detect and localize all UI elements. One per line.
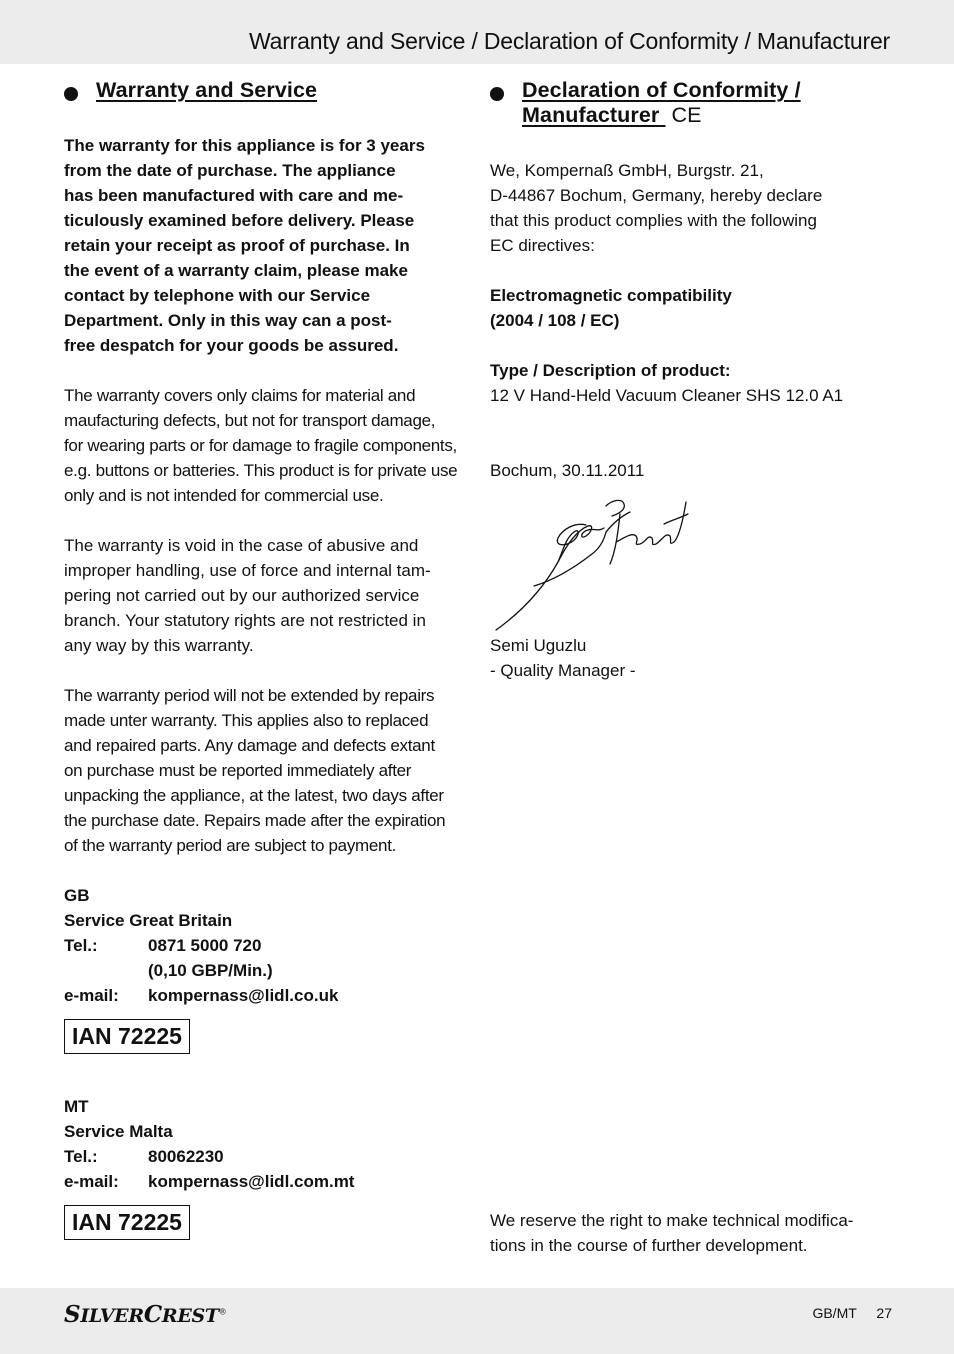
text-line: EC directives: — [490, 236, 595, 255]
tel-label: Tel.: — [64, 1147, 98, 1166]
text-line: tions in the course of further development. — [490, 1236, 808, 1255]
service-tel-row — [64, 1144, 464, 1169]
text-line: free despatch for your goods be assured. — [64, 336, 399, 355]
text-line: The warranty for this appliance is for 3 years — [64, 136, 425, 155]
text-line: branch. Your statutory rights are not restricted in — [64, 611, 426, 630]
directive — [490, 283, 890, 333]
reserve-note — [490, 1208, 890, 1258]
bullet-icon — [490, 87, 504, 101]
email-label: e-mail: — [64, 986, 119, 1005]
service-mt — [64, 1094, 464, 1194]
warranty-column — [64, 78, 464, 1240]
text-line: of the warranty period are subject to payment. — [64, 836, 397, 855]
text-line: only and is not intended for commercial use. — [64, 486, 384, 505]
text-line: on purchase must be reported immediately after — [64, 761, 412, 780]
brand-logo: SILVERCREST® — [64, 1301, 227, 1328]
text-line: from the date of purchase. The appliance — [64, 161, 396, 180]
text-line: The warranty is void in the case of abusive and — [64, 536, 419, 555]
text-line: retain your receipt as proof of purchase. In — [64, 236, 410, 255]
warranty-intro — [64, 133, 464, 358]
warranty-period — [64, 683, 464, 858]
warranty-heading — [64, 78, 464, 103]
heading-line: Manufacturer — [522, 103, 660, 127]
text-line: D-44867 Bochum, Germany, hereby declare — [490, 186, 823, 205]
text-line: has been manufactured with care and me- — [64, 186, 404, 205]
service-rate-row — [64, 958, 464, 983]
text-line: Department. Only in this way can a post- — [64, 311, 392, 330]
text-line: any way by this warranty. — [64, 636, 254, 655]
service-gb — [64, 883, 464, 1008]
declaration-heading — [490, 78, 890, 128]
signer-name: Semi Uguzlu — [490, 636, 587, 655]
place-date: Bochum, 30.11.2011 — [490, 461, 645, 480]
bullet-icon — [64, 87, 78, 101]
signer — [490, 633, 890, 683]
text-line: the event of a warranty claim, please make — [64, 261, 408, 280]
tel-rate: (0,10 GBP/Min.) — [148, 961, 273, 980]
text-line: the purchase date. Repairs made after the expiration — [64, 811, 446, 830]
service-email-row — [64, 983, 464, 1008]
product-type — [490, 358, 890, 408]
service-country: GB — [64, 886, 90, 905]
email-address[interactable]: kompernass@lidl.com.mt — [148, 1172, 355, 1191]
text-line: contact by telephone with our Service — [64, 286, 371, 305]
text-line: (2004 / 108 / EC) — [490, 311, 620, 330]
text-line: e.g. buttons or batteries. This product is for private use — [64, 461, 458, 480]
text-line: Electromagnetic compatibility — [490, 286, 732, 305]
tel-number[interactable]: 80062230 — [148, 1147, 224, 1166]
tel-label: Tel.: — [64, 936, 98, 955]
text-line: The warranty covers only claims for material and — [64, 386, 416, 405]
signature-image — [494, 492, 694, 632]
page-header-title: Warranty and Service / Declaration of Conformity / Manufacturer — [248, 28, 890, 54]
text-line: maufacturing defects, but not for transport damage, — [64, 411, 436, 430]
ce-mark-icon: CE — [671, 103, 702, 127]
signer-title: - Quality Manager - — [490, 661, 636, 680]
text-line: unpacking the appliance, at the latest, two days after — [64, 786, 444, 805]
service-name: Service Great Britain — [64, 911, 233, 930]
type-label: Type / Description of product: — [490, 361, 731, 380]
type-value: 12 V Hand-Held Vacuum Cleaner SHS 12.0 A1 — [490, 386, 844, 405]
text-line: made unter warranty. This applies also to replaced — [64, 711, 429, 730]
text-line: and repaired parts. Any damage and defects extant — [64, 736, 435, 755]
page-number: 27 — [876, 1305, 892, 1321]
declaration-intro — [490, 158, 890, 258]
tel-number[interactable]: 0871 5000 720 — [148, 936, 262, 955]
text-line: The warranty period will not be extended by repairs — [64, 686, 435, 705]
text-line: for wearing parts or for damage to fragile components, — [64, 436, 457, 455]
ian-box: IAN 72225 — [64, 1205, 190, 1240]
email-address[interactable]: kompernass@lidl.co.uk — [148, 986, 339, 1005]
page-info — [812, 1305, 892, 1321]
warranty-heading-text: Warranty and Service — [96, 78, 318, 102]
declaration-heading-text — [522, 78, 801, 128]
text-line: ticulously examined before delivery. Please — [64, 211, 415, 230]
text-line: improper handling, use of force and internal tam- — [64, 561, 431, 580]
service-name: Service Malta — [64, 1122, 173, 1141]
service-country: MT — [64, 1097, 89, 1116]
text-line: We reserve the right to make technical modifica- — [490, 1211, 854, 1230]
warranty-void — [64, 533, 464, 658]
service-email-row — [64, 1169, 464, 1194]
text-line: that this product complies with the following — [490, 211, 817, 230]
heading-line: Declaration of Conformity / — [522, 78, 801, 102]
text-line: We, Kompernaß GmbH, Burgstr. 21, — [490, 161, 764, 180]
text-line: pering not carried out by our authorized service — [64, 586, 420, 605]
email-label: e-mail: — [64, 1172, 119, 1191]
service-tel-row — [64, 933, 464, 958]
language-code: GB/MT — [812, 1305, 857, 1321]
ian-box: IAN 72225 — [64, 1019, 190, 1054]
warranty-coverage — [64, 383, 464, 508]
